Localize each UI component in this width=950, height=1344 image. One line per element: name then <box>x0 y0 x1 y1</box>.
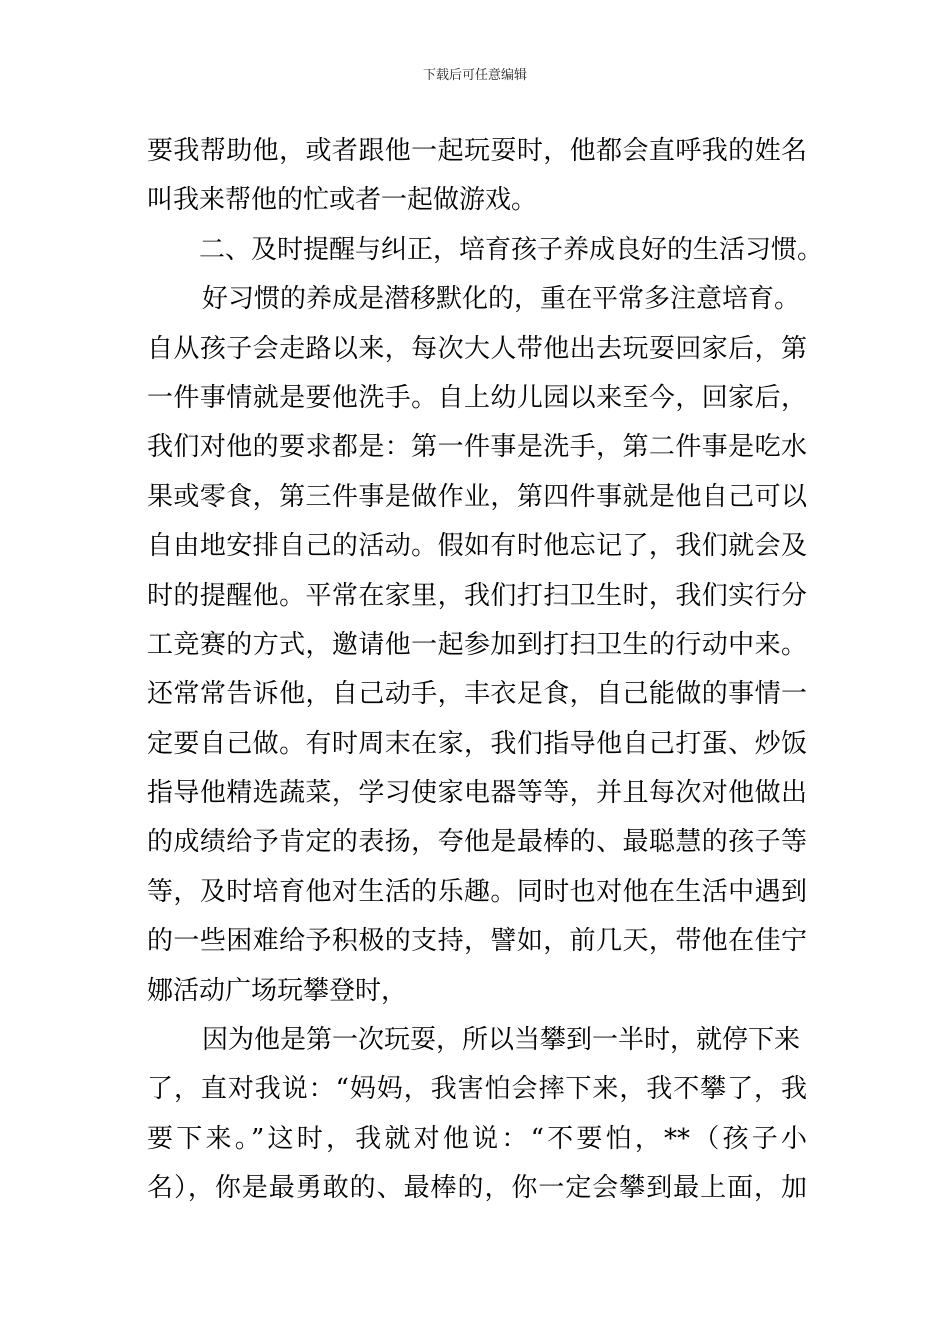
text-line: 一件事情就是要他洗手。自上幼儿园以来至今，回家后， <box>147 382 807 413</box>
text-line: 等，及时培育他对生活的乐趣。同时也对他在生活中遇到 <box>147 876 807 907</box>
text-line: 名），你是最勇敢的、最棒的，你一定会攀到最上面，加 <box>147 1173 807 1204</box>
text-line: 定要自己做。有时周末在家，我们指导他自己打蛋、炒饭 <box>147 728 807 759</box>
text-line: 要下来。”这时，我就对他说：“不要怕，**（孩子小 <box>147 1123 807 1154</box>
text-line: 时的提醒他。平常在家里，我们打扫卫生时，我们实行分 <box>147 580 807 611</box>
text-line: 要我帮助他，或者跟他一起玩耍时，他都会直呼我的姓名 <box>147 136 807 166</box>
text-line: 自从孩子会走路以来，每次大人带他出去玩耍回家后，第 <box>147 333 807 364</box>
text-line: 工竞赛的方式，邀请他一起参加到打扫卫生的行动中来。 <box>147 629 807 660</box>
text-line: 的一些困难给予积极的支持，譬如，前几天，带他在佳宁 <box>147 926 807 957</box>
text-line: 叫我来帮他的忙或者一起做游戏。 <box>147 185 538 216</box>
page-header-note: 下载后可任意编辑 <box>422 68 527 83</box>
paragraph-start-line: 好习惯的养成是潜移默化的，重在平常多注意培育。 <box>202 284 801 315</box>
section-heading: 二、及时提醒与纠正，培育孩子养成良好的生活习惯。 <box>199 234 824 265</box>
text-line: 果或零食，第三件事是做作业，第四件事就是他自己可以 <box>147 481 807 512</box>
text-line: 指导他精选蔬菜，学习使家电器等等，并且每次对他做出 <box>147 778 807 809</box>
text-line: 娜活动广场玩攀登时， <box>147 975 408 1006</box>
text-line: 的成绩给予肯定的表扬，夸他是最棒的、最聪慧的孩子等 <box>147 827 807 858</box>
document-body <box>147 127 824 1214</box>
paragraph-start-line: 因为他是第一次玩耍，所以当攀到一半时，就停下来 <box>202 1025 801 1056</box>
text-line: 我们对他的要求都是：第一件事是洗手，第二件事是吃水 <box>147 432 807 463</box>
text-line: 了，直对我说：“妈妈，我害怕会摔下来，我不攀了，我 <box>147 1074 807 1105</box>
text-line: 自由地安排自己的活动。假如有时他忘记了，我们就会及 <box>147 531 807 562</box>
text-line: 还常常告诉他，自己动手，丰衣足食，自己能做的事情一 <box>147 679 807 710</box>
